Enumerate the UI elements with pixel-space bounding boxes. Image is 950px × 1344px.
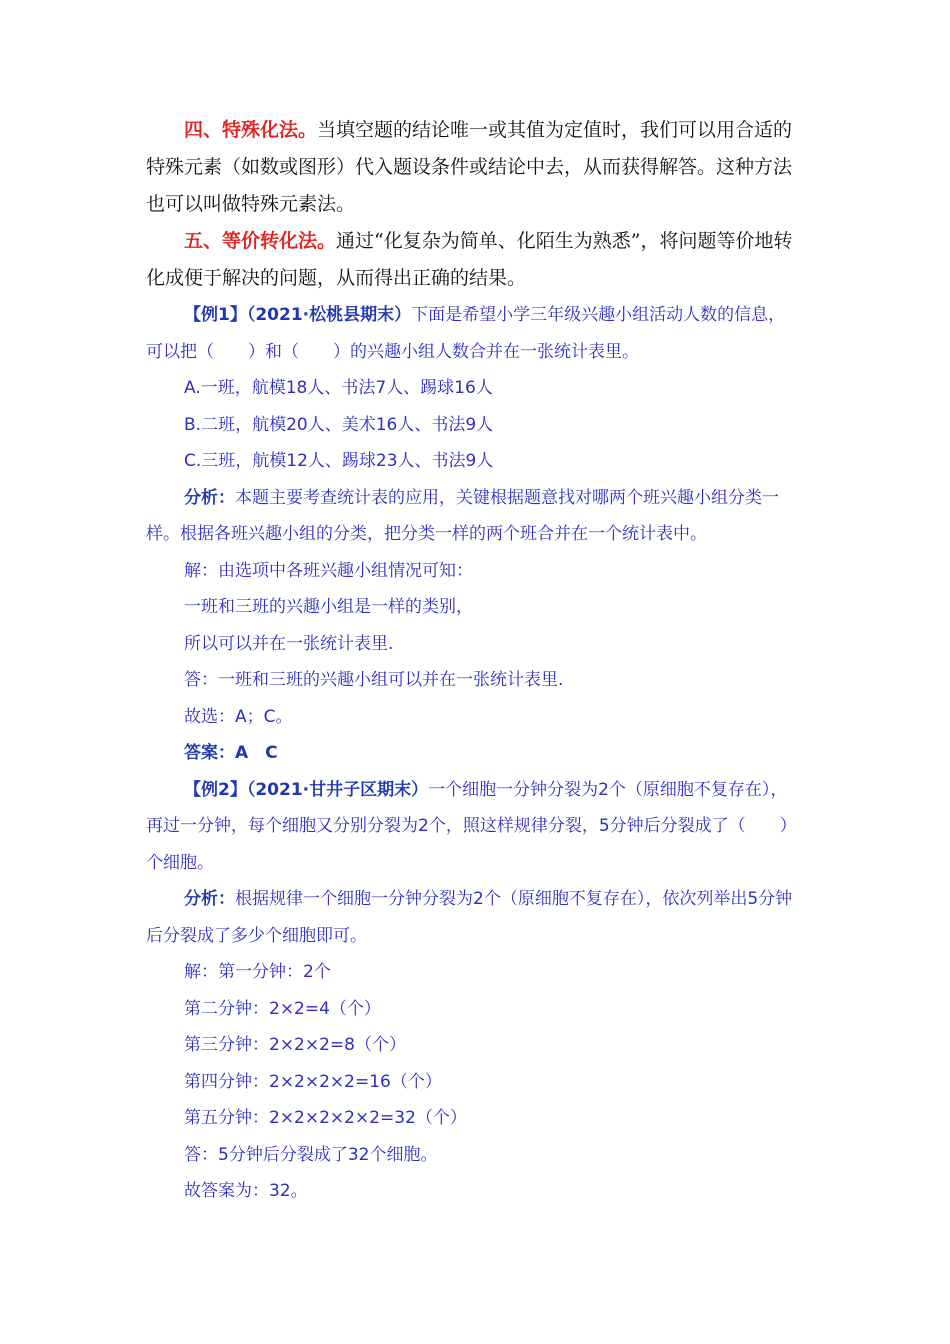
example-2-question (146, 772, 800, 882)
document-content (146, 112, 800, 1210)
example-1-analysis (146, 480, 800, 553)
example-1-question (146, 297, 800, 370)
section-heading: 五、等价转化法。 (184, 230, 337, 252)
solution-line: 解：由选项中各班兴趣小组情况可知： (184, 560, 473, 581)
section-text: 通过“化复杂为简单、化陌生为熟悉”，将问题等价地转化成便于解决的问题，从而得出正确的结果。 (146, 230, 793, 289)
answer-label: 答案： (184, 743, 235, 763)
question-text: 下面是希望小学三年级兴趣小组活动人数的信息，可以把（ ）和（ ）的兴趣小组人数合并在一张统计表里。 (146, 305, 786, 362)
analysis-text: 根据规律一个细胞一分钟分裂为2个（原细胞不复存在），依次列举出5分钟后分裂成了多少个细胞即可。 (146, 889, 793, 946)
section-heading: 四、特殊化法。 (184, 119, 318, 141)
option-a: A.一班，航模18人、书法7人、踢球16人 (184, 378, 493, 398)
example-heading: 【例2】（2021·甘井子区期末） (184, 779, 429, 800)
analysis-label: 分析： (184, 487, 235, 508)
solution-line: 第二分钟：2×2=4（个） (184, 998, 381, 1019)
solution-line: 故选：A；C。 (184, 706, 293, 727)
example-heading: 【例1】（2021·松桃县期末） (184, 305, 412, 325)
example-2-analysis (146, 881, 800, 954)
example-1-answer (146, 735, 800, 772)
solution-line: 答：一班和三班的兴趣小组可以并在一张统计表里. (184, 670, 564, 690)
answer-text: A C (235, 743, 278, 763)
solution-line: 故答案为：32。 (184, 1181, 308, 1201)
option-c: C.三班，航模12人、踢球23人、书法9人 (184, 451, 494, 471)
question-text: 一个细胞一分钟分裂为2个（原细胞不复存在），再过一分钟，每个细胞又分别分裂为2个，照这样规律分裂，5分钟后分裂成了（ ）个细胞。 (146, 779, 797, 873)
analysis-label: 分析： (184, 889, 235, 909)
solution-line: 第五分钟：2×2×2×2×2=32（个） (184, 1108, 467, 1128)
option-b: B.二班，航模20人、美术16人、书法9人 (184, 414, 494, 435)
section-text: 当填空题的结论唯一或其值为定值时，我们可以用合适的特殊元素（如数或图形）代入题设条件或结论中去，从而获得解答。这种方法也可以叫做特殊元素法。 (146, 119, 793, 215)
solution-line: 第三分钟：2×2×2=8（个） (184, 1035, 406, 1055)
solution-line: 一班和三班的兴趣小组是一样的类别， (184, 597, 473, 617)
section-special-method (146, 112, 800, 223)
solution-line: 解：第一分钟：2个 (184, 962, 331, 982)
solution-line: 所以可以并在一张统计表里. (184, 633, 394, 654)
section-equivalent-method (146, 223, 800, 297)
analysis-text: 本题主要考查统计表的应用，关键根据题意找对哪两个班兴趣小组分类一样。根据各班兴趣小组的分类，把分类一样的两个班合并在一个统计表中。 (146, 487, 779, 544)
solution-line: 第四分钟：2×2×2×2=16（个） (184, 1071, 442, 1092)
solution-line: 答：5分钟后分裂成了32个细胞。 (184, 1144, 438, 1165)
